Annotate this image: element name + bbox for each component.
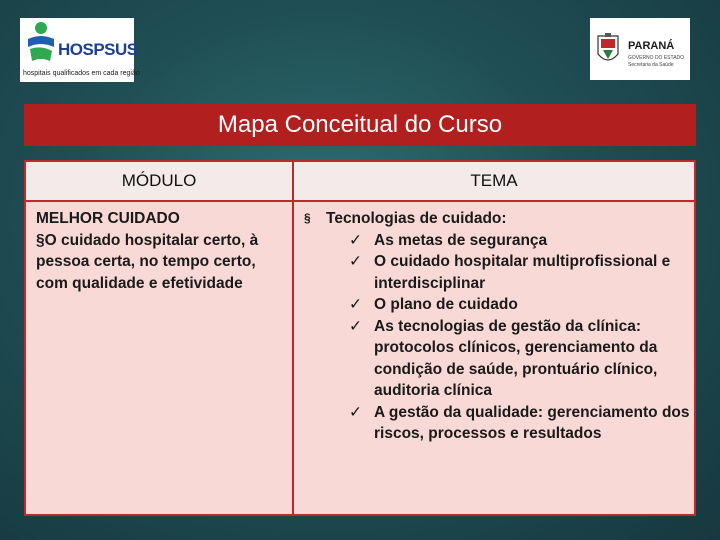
parana-logo: [590, 18, 690, 80]
hospsus-mark-icon: [24, 21, 58, 67]
tema-heading-row: [304, 208, 696, 230]
hospsus-logo: [20, 18, 140, 82]
parana-subtitle: GOVERNO DO ESTADO Secretaria da Saúde: [628, 55, 685, 68]
list-item: ✓ O cuidado hospitalar multiprofissional e interdisciplinar: [304, 251, 696, 294]
hospsus-tagline: hospitais qualificados em cada região: [23, 70, 140, 77]
header-tema: TEMA: [294, 162, 694, 200]
list-item: ✓ A gestão da qualidade: gerenciamento dos riscos, processos e resultados: [304, 402, 696, 445]
parana-wordmark: PARANÁ: [628, 40, 675, 52]
modulo-description: §O cuidado hospitalar certo, à pessoa certa, no tempo certo, com qualidade e efetividade: [36, 231, 259, 292]
checkmark-icon: ✓: [349, 253, 362, 270]
list-item: ✓ O plano de cuidado: [304, 294, 696, 316]
list-item: ✓ As metas de segurança: [304, 230, 696, 252]
checkmark-icon: ✓: [349, 317, 362, 335]
hospsus-wordmark: HOSPSUS: [58, 40, 138, 59]
column-divider: [292, 162, 294, 514]
checkmark-icon: ✓: [349, 231, 362, 249]
parana-crest-icon: [595, 30, 621, 68]
checkmark-icon: ✓: [349, 403, 362, 421]
checkmark-icon: ✓: [349, 296, 362, 313]
modulo-cell: [36, 208, 286, 294]
header-modulo: MÓDULO: [26, 162, 292, 200]
list-item: ✓ As tecnologias de gestão da clínica: protocolos clínicos, gerenciamento da condição de saúde, prontuário clínico, auditoria clínica: [304, 316, 696, 402]
tema-cell: [304, 208, 696, 445]
square-bullet-icon: §: [304, 211, 311, 225]
tema-list: [304, 230, 696, 445]
modulo-title: MELHOR CUIDADO: [36, 210, 180, 227]
tema-heading: Tecnologias de cuidado:: [326, 210, 507, 227]
header-divider: [26, 200, 694, 202]
page-title: Mapa Conceitual do Curso: [24, 104, 696, 146]
concept-map-table: [24, 160, 696, 516]
